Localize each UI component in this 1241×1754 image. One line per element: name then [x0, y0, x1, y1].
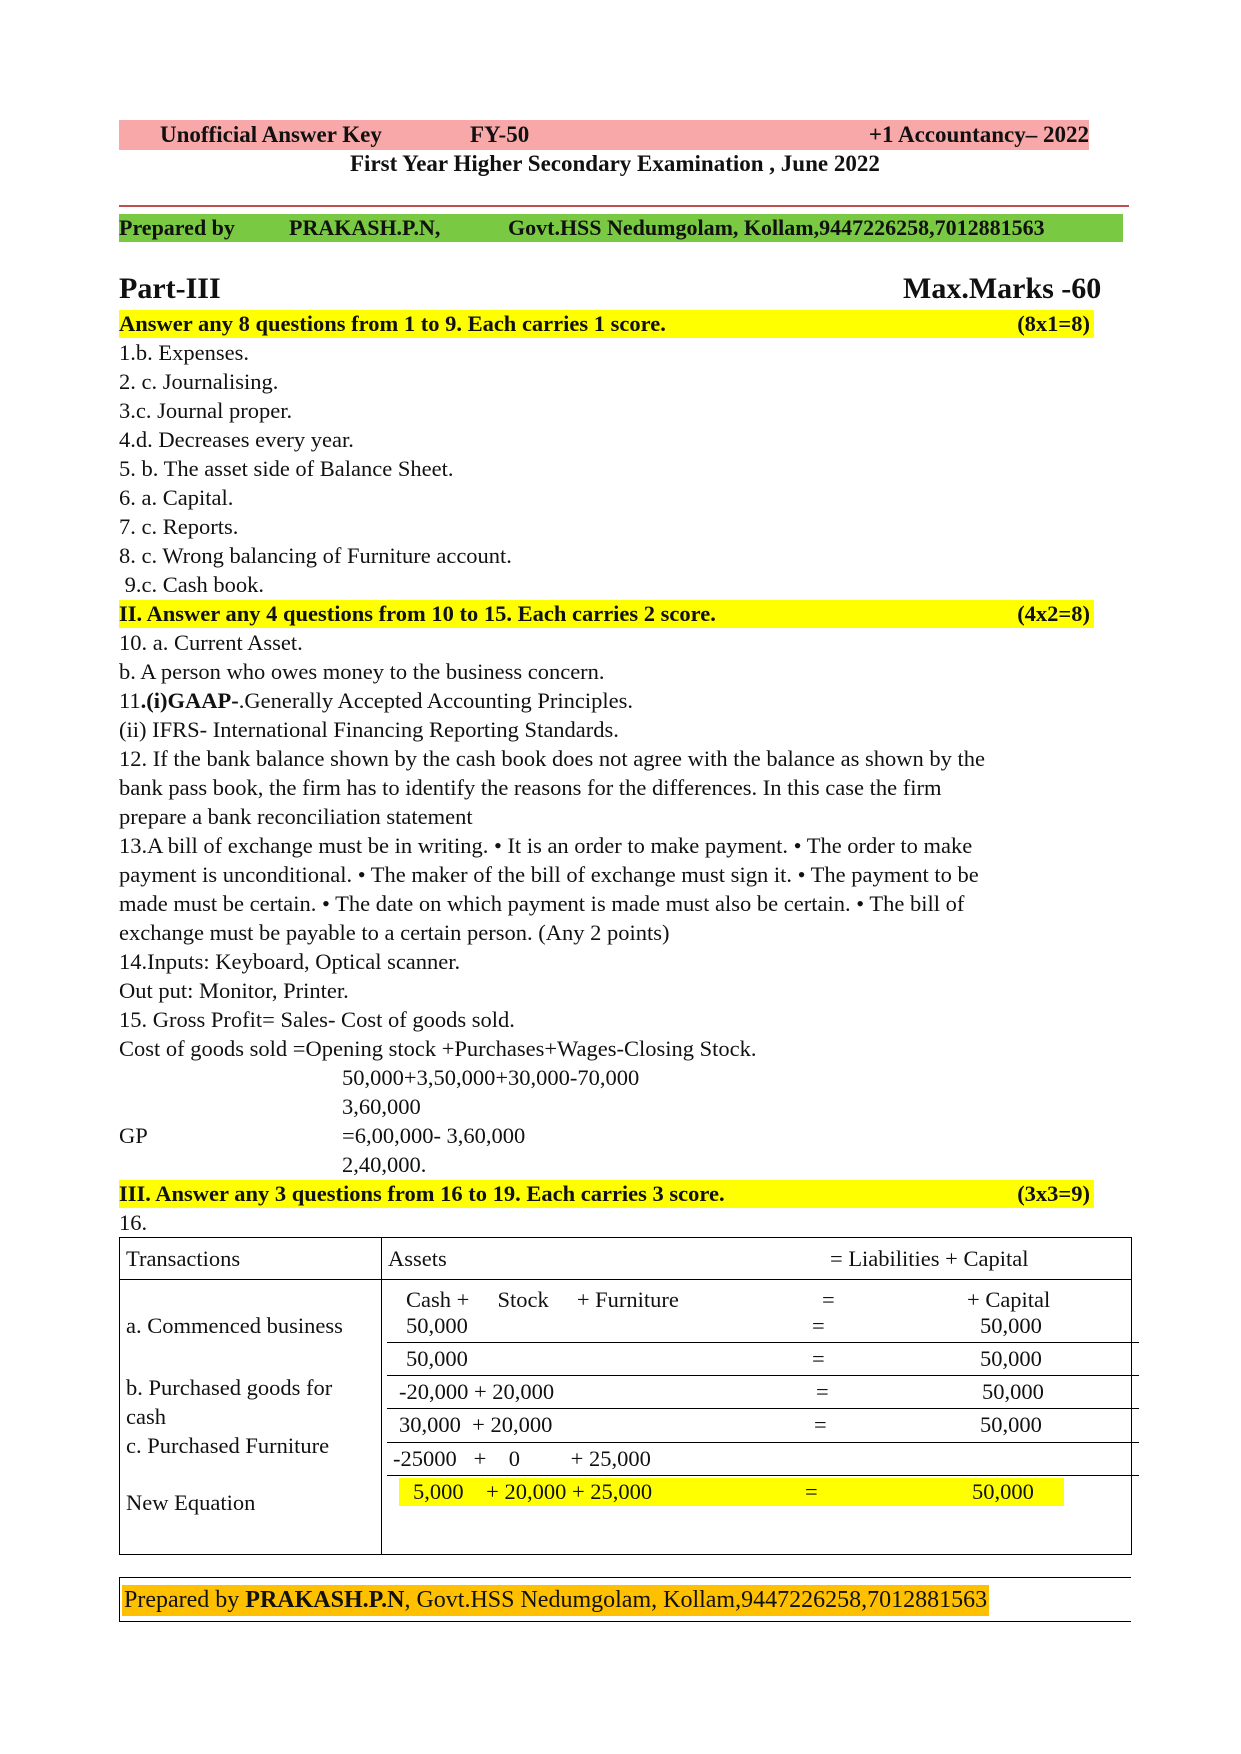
section2-heading: [119, 600, 1094, 628]
row-1-equals: =: [812, 1313, 825, 1338]
answer-13-line4: exchange must be payable to a certain person. (Any 2 points): [119, 920, 670, 945]
footer-school: , Govt.HSS Nedumgolam, Kollam,9447226258,7012881563: [404, 1587, 988, 1613]
header-liabilities-capital: = Liabilities + Capital: [830, 1246, 1029, 1271]
row-1-assets: 50,000: [406, 1313, 468, 1338]
answer-8: 8. c. Wrong balancing of Furniture account.: [119, 543, 512, 568]
transaction-b-line2: cash: [126, 1404, 166, 1429]
section3-heading: [119, 1180, 1094, 1208]
prepared-by-band: [119, 214, 1123, 242]
row-2-capital: 50,000: [980, 1346, 1042, 1371]
footer-prepared-label: Prepared by: [124, 1587, 246, 1613]
answer-15-calc3: =6,00,000- 3,60,000: [342, 1123, 526, 1148]
answer-15-calc4: 2,40,000.: [342, 1152, 427, 1177]
row-divider: [387, 1375, 1139, 1376]
row-6-equals: =: [805, 1479, 818, 1504]
answer-5: 5. b. The asset side of Balance Sheet.: [119, 456, 454, 481]
row-5-assets: -25000 + 0 + 25,000: [393, 1446, 651, 1471]
answer-15-calc2: 3,60,000: [342, 1094, 421, 1119]
transaction-new-equation: New Equation: [126, 1490, 256, 1515]
section2-score: (4x2=8): [1017, 601, 1090, 626]
answer-2: 2. c. Journalising.: [119, 369, 279, 394]
answer-12-line2: bank pass book, the firm has to identify the reasons for the differences. In this case the firm: [119, 775, 942, 800]
answer-13-line2: payment is unconditional. • The maker of the bill of exchange must sign it. • The payment to be: [119, 862, 979, 887]
row-3-equals: =: [816, 1379, 829, 1404]
row-3-assets: -20,000 + 20,000: [399, 1379, 555, 1404]
answer-9: 9.c. Cash book.: [119, 572, 264, 597]
equation-column: [382, 1280, 1132, 1555]
header-transactions: Transactions: [120, 1238, 382, 1280]
question-16-label: 16.: [119, 1210, 148, 1235]
subhead-assets: Cash + Stock + Furniture: [406, 1287, 679, 1312]
section1-heading: [119, 310, 1094, 338]
answer-11: [119, 686, 633, 715]
row-2-equals: =: [812, 1346, 825, 1371]
answer-3: 3.c. Journal proper.: [119, 398, 293, 423]
answer-10b: b. A person who owes money to the business concern.: [119, 659, 605, 684]
exam-title: First Year Higher Secondary Examination , June 2022: [350, 151, 880, 176]
header-divider: [119, 205, 1129, 207]
max-marks: Max.Marks -60: [903, 272, 1102, 305]
row-divider: [387, 1408, 1139, 1409]
header-assets: Assets: [388, 1246, 447, 1271]
answer-15-gp: 15. Gross Profit= Sales- Cost of goods sold.: [119, 1007, 515, 1032]
row-divider: [387, 1442, 1139, 1443]
answer-10a: 10. a. Current Asset.: [119, 630, 303, 655]
row-4-equals: =: [814, 1412, 827, 1437]
answer-key-title: Unofficial Answer Key: [160, 122, 382, 147]
author-name: PRAKASH.P.N,: [289, 215, 441, 240]
row-2-assets: 50,000: [406, 1346, 468, 1371]
answer-6: 6. a. Capital.: [119, 485, 234, 510]
answer-1: 1.b. Expenses.: [119, 340, 249, 365]
answer-15-calc1: 50,000+3,50,000+30,000-70,000: [342, 1065, 640, 1090]
row-divider: [387, 1475, 1139, 1476]
section1-score: (8x1=8): [1017, 311, 1090, 336]
answer-11-ii: (ii) IFRS- International Financing Reporting Standards.: [119, 717, 619, 742]
answer-15-cogs: Cost of goods sold =Opening stock +Purchases+Wages-Closing Stock.: [119, 1036, 757, 1061]
accounting-equation-table: [119, 1237, 1132, 1555]
footer-bottom-rule: [119, 1621, 1131, 1622]
subhead-capital: + Capital: [967, 1287, 1051, 1312]
section1-instructions: Answer any 8 questions from 1 to 9. Each carries 1 score.: [119, 311, 666, 336]
part-title: Part-III: [119, 272, 221, 305]
answer-13-line3: made must be certain. • The date on which payment is made must also be certain. • The bill of: [119, 891, 965, 916]
answer-11-num: 11: [119, 688, 141, 713]
answer-7: 7. c. Reports.: [119, 514, 239, 539]
school-info: Govt.HSS Nedumgolam, Kollam,9447226258,7012881563: [508, 215, 1045, 240]
row-1-capital: 50,000: [980, 1313, 1042, 1338]
transactions-column: [120, 1280, 382, 1555]
answer-4: 4.d. Decreases every year.: [119, 427, 354, 452]
answer-13-line1: 13.A bill of exchange must be in writing. • It is an order to make payment. • The order to make: [119, 833, 973, 858]
prepared-label: Prepared by: [119, 215, 235, 240]
answer-14-inputs: 14.Inputs: Keyboard, Optical scanner.: [119, 949, 461, 974]
footer-top-rule: [119, 1577, 1131, 1578]
row-4-capital: 50,000: [980, 1412, 1042, 1437]
answer-11-definition: .Generally Accepted Accounting Principles.: [238, 688, 634, 713]
transaction-c: c. Purchased Furniture: [126, 1433, 330, 1458]
row-4-assets: 30,000 + 20,000: [399, 1412, 553, 1437]
subhead-equals: =: [822, 1287, 835, 1312]
answer-12-line1: 12. If the bank balance shown by the cash book does not agree with the balance as shown by the: [119, 746, 985, 771]
subject-title: +1 Accountancy– 2022: [868, 122, 1089, 147]
answer-12-line3: prepare a bank reconciliation statement: [119, 804, 473, 829]
transaction-a: a. Commenced business: [126, 1313, 343, 1338]
section3-instructions: III. Answer any 3 questions from 16 to 19. Each carries 3 score.: [119, 1181, 725, 1206]
footer-prepared-by: [122, 1585, 989, 1616]
section2-instructions: II. Answer any 4 questions from 10 to 15. Each carries 2 score.: [119, 601, 716, 626]
answer-14-outputs: Out put: Monitor, Printer.: [119, 978, 349, 1003]
header-title-band: [119, 120, 1089, 150]
answer-15-gp-label: GP: [119, 1123, 148, 1148]
section3-score: (3x3=9): [1017, 1181, 1090, 1206]
row-6-capital: 50,000: [972, 1479, 1034, 1504]
footer-left-rule: [119, 1578, 120, 1622]
header-assets-equation: [382, 1238, 1132, 1280]
row-divider: [387, 1342, 1139, 1343]
answer-11-term: .(i)GAAP-: [140, 688, 239, 713]
row-6-assets: 5,000 + 20,000 + 25,000: [413, 1479, 653, 1504]
transaction-b-line1: b. Purchased goods for: [126, 1375, 333, 1400]
footer-author: PRAKASH.P.N: [245, 1587, 405, 1613]
row-3-capital: 50,000: [982, 1379, 1044, 1404]
paper-code: FY-50: [470, 122, 530, 147]
